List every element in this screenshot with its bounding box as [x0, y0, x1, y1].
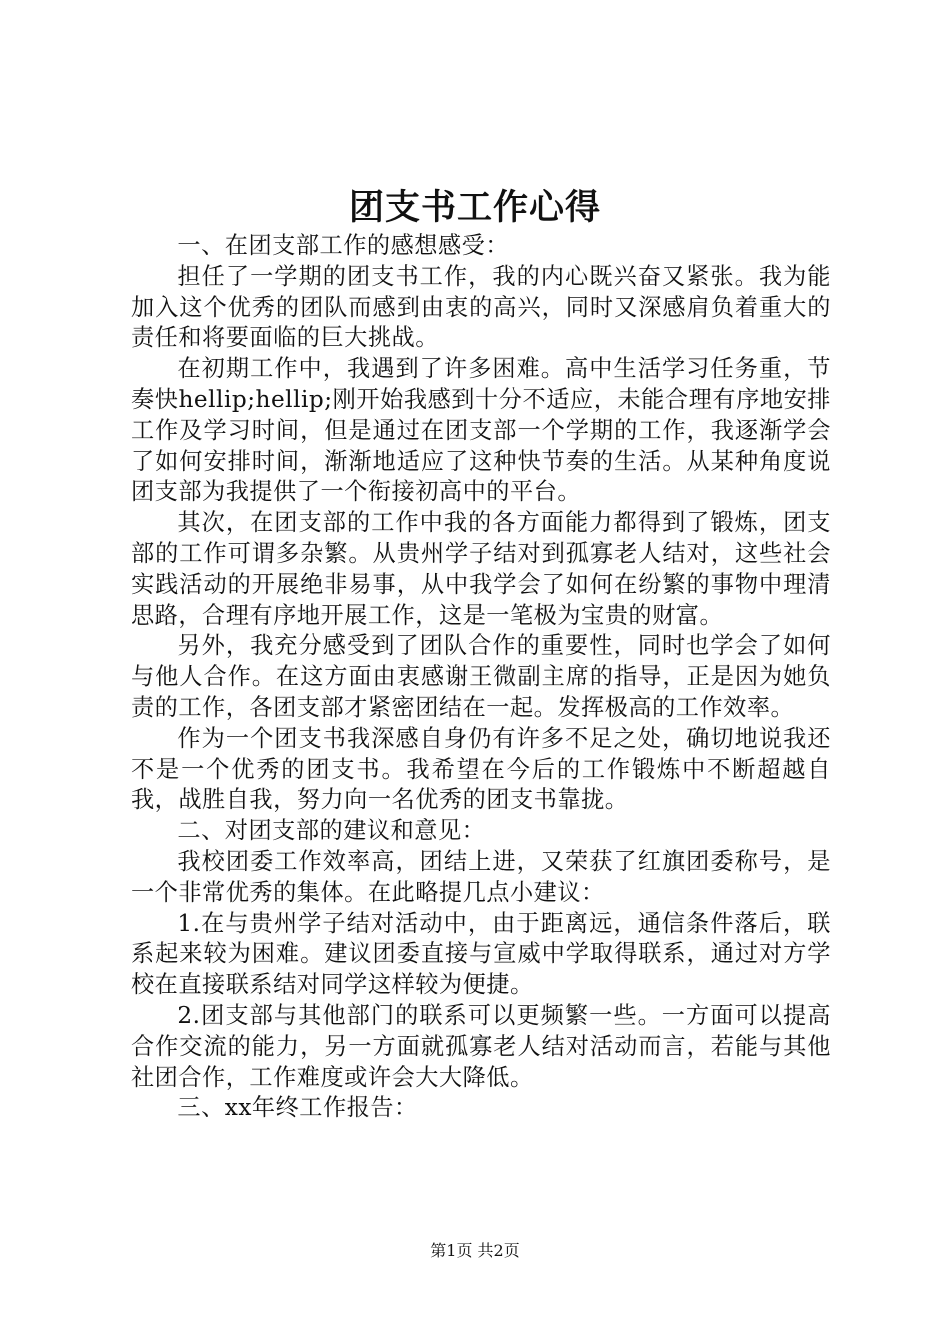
- paragraph: 另外，我充分感受到了团队合作的重要性，同时也学会了如何与他人合作。在这方面由衷感谢王微副主席的指导，正是因为她负责的工作，各团支部才紧密团结在一起。发挥极高的工作效率。: [131, 632, 831, 721]
- paragraph: 作为一个团支书我深感自身仍有许多不足之处，确切地说我还不是一个优秀的团支书。我希望在今后的工作锻炼中不断超越自我，战胜自我，努力向一名优秀的团支书靠拢。: [131, 724, 831, 814]
- suggestion-item-1: 1.在与贵州学子结对活动中，由于距离远，通信条件落后，联系起来较为困难。建议团委直接与宣威中学取得联系，通过对方学校在直接联系结对同学这样较为便捷。: [131, 909, 831, 999]
- paragraph: 担任了一学期的团支书工作，我的内心既兴奋又紧张。我为能加入这个优秀的团队而感到由衷的高兴，同时又深感肩负着重大的责任和将要面临的巨大挑战。: [131, 262, 831, 352]
- page-footer: 第1页 共2页: [430, 1241, 520, 1260]
- section-heading-3: 三、xx年终工作报告：: [177, 1094, 418, 1122]
- document-title: 团支书工作心得: [348, 187, 601, 228]
- document-body: [131, 231, 831, 1124]
- section-heading-1: 一、在团支部工作的感想感受：: [177, 232, 510, 259]
- paragraph: 其次，在团支部的工作中我的各方面能力都得到了锻炼，团支部的工作可谓多杂繁。从贵州学子结对到孤寡老人结对，这些社会实践活动的开展绝非易事，从中我学会了如何在纷繁的事物中理清思路，合理有序地开展工作，这是一笔极为宝贵的财富。: [131, 509, 831, 629]
- suggestion-item-2: 2.团支部与其他部门的联系可以更频繁一些。一方面可以提高合作交流的能力，另一方面就孤寡老人结对活动而言，若能与其他社团合作，工作难度或许会大大降低。: [131, 1001, 831, 1091]
- paragraph: 在初期工作中，我遇到了许多困难。高中生活学习任务重，节奏快hellip;hellip;刚开始我感到十分不适应，未能合理有序地安排工作及学习时间，但是通过在团支部一个学期的工作，我逐渐学会了如何安排时间，渐渐地适应了这种快节奏的生活。从某种角度说团支部为我提供了一个衔接初高中的平台。: [131, 355, 831, 506]
- paragraph: 我校团委工作效率高，团结上进，又荣获了红旗团委称号，是一个非常优秀的集体。在此略提几点小建议：: [131, 847, 831, 906]
- section-heading-2: 二、对团支部的建议和意见：: [177, 817, 486, 845]
